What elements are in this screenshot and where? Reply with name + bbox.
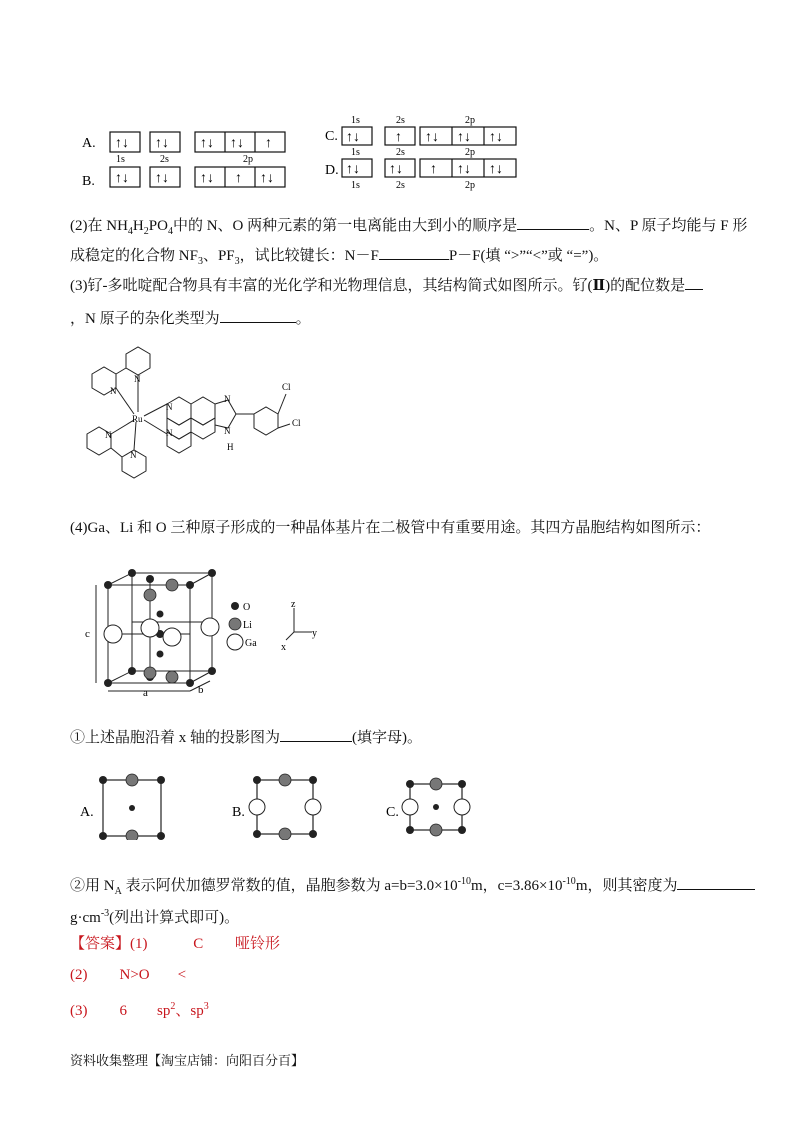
- svg-text:↑↓: ↑↓: [115, 171, 129, 186]
- orbital-label-1s: 1s: [116, 154, 125, 165]
- ruthenium-complex-structure: [72, 342, 332, 492]
- orbital-diagram-options: [80, 112, 530, 197]
- orbital-label-1s-c: 1s: [351, 115, 360, 126]
- projection-options: [80, 770, 480, 840]
- n-label: N: [224, 394, 231, 404]
- orbital-label-1s-mid: 1s: [351, 147, 360, 158]
- answer-row-2: (2) N>O <: [70, 967, 187, 983]
- orbital-label-2p-mid: 2p: [465, 147, 475, 158]
- svg-text:↑↓: ↑↓: [489, 162, 503, 177]
- question-2-line-1: (2)在 $NH_4H_2PO_4$中的 N、O 两种元素的第一电离能由大到小的顺序是 。N、P 原子均能与 F 形: [70, 215, 747, 242]
- svg-text:↑↓: ↑↓: [230, 136, 244, 151]
- axis-y: y: [312, 628, 317, 639]
- answer-blank[interactable]: [685, 275, 703, 290]
- question-2-line-2: 成稳定的化合物 $NF_3$、$PF_3$，试比较键长：N－F P－F(填 “>”“<”或 “=”)。: [70, 245, 608, 272]
- question-4-sub-1: ①上述晶胞沿着 x 轴的投影图为 (填字母)。: [70, 727, 422, 748]
- answer-blank[interactable]: [280, 727, 352, 742]
- svg-text:↑↓: ↑↓: [155, 136, 169, 151]
- question-3-line-2: ，N 原子的杂化类型为 。: [70, 308, 311, 329]
- axis-x: x: [281, 642, 286, 653]
- option-A-label: A.: [80, 805, 94, 820]
- n-label: N: [134, 374, 141, 384]
- svg-text:↑↓: ↑↓: [260, 171, 274, 186]
- orbital-label-2p-c: 2p: [465, 115, 475, 126]
- svg-text:↑↓: ↑↓: [155, 171, 169, 186]
- orbital-label-2s-mid: 2s: [396, 147, 405, 158]
- dim-c-label: c: [85, 628, 90, 640]
- svg-text:↑: ↑: [235, 171, 242, 186]
- answer-blank[interactable]: [220, 308, 296, 323]
- question-4-sub-2: ②用 $N_A$ 表示阿伏加德罗常数的值，晶胞参数为 $a=b=3.0\times 10^{-10}m$，$c=3.86\times 10^{-10}m$，则其密度为: [70, 872, 755, 902]
- n-label: N: [166, 402, 173, 412]
- crystal-cell-diagram: [80, 565, 270, 700]
- svg-text:↑: ↑: [395, 130, 402, 145]
- legend-ga: Ga: [245, 638, 257, 649]
- svg-text:↑: ↑: [265, 136, 272, 151]
- svg-text:↑↓: ↑↓: [115, 136, 129, 151]
- axis-z: z: [291, 599, 296, 610]
- answer-row-1: 【答案】(1) C 哑铃形: [70, 936, 281, 952]
- svg-text:↑↓: ↑↓: [489, 130, 503, 145]
- svg-text:↑↓: ↑↓: [346, 162, 360, 177]
- orbital-label-2s-c: 2s: [396, 115, 405, 126]
- n-label: N: [166, 428, 173, 438]
- dim-a-label: a: [143, 687, 148, 699]
- svg-text:↑↓: ↑↓: [200, 171, 214, 186]
- svg-text:↑↓: ↑↓: [457, 130, 471, 145]
- n-label: N: [110, 386, 117, 396]
- n-label: N: [105, 430, 112, 440]
- svg-text:↑↓: ↑↓: [346, 130, 360, 145]
- orbital-label-2p-d: 2p: [465, 180, 475, 191]
- answer-row-3: (3) 6 $sp^2$、$sp^3$: [70, 1001, 209, 1019]
- option-A-label: A.: [82, 136, 96, 151]
- svg-text:↑: ↑: [430, 162, 437, 177]
- answer-blank[interactable]: [677, 875, 755, 890]
- orbital-label-2s-d: 2s: [396, 180, 405, 191]
- ru-label: Ru: [132, 414, 143, 424]
- option-C-label: C.: [386, 805, 399, 820]
- answer-blank[interactable]: [517, 215, 589, 230]
- answer-blank[interactable]: [379, 245, 449, 260]
- h-label: H: [227, 442, 234, 452]
- svg-text:↑↓: ↑↓: [200, 136, 214, 151]
- legend-li: Li: [243, 620, 252, 631]
- dim-b-label: b: [198, 684, 204, 696]
- orbital-label-1s-d: 1s: [351, 180, 360, 191]
- option-D-label: D.: [325, 163, 339, 178]
- n-label: N: [130, 450, 137, 460]
- svg-text:↑↓: ↑↓: [389, 162, 403, 177]
- cl-label: Cl: [282, 382, 291, 392]
- orbital-label-2p: 2p: [243, 154, 253, 165]
- option-C-label: C.: [325, 129, 338, 144]
- svg-text:↑↓: ↑↓: [425, 130, 439, 145]
- footer-text: 资料收集整理【淘宝店铺：向阳百分百】: [70, 1053, 305, 1068]
- option-B-label: B.: [232, 805, 245, 820]
- question-4-unit-line: $g\cdot cm^{-3}$(列出计算式即可)。: [70, 908, 240, 926]
- cl-label: Cl: [292, 418, 301, 428]
- legend-o: O: [243, 602, 251, 613]
- axes-diagram: [280, 598, 320, 653]
- svg-text:↑↓: ↑↓: [457, 162, 471, 177]
- question-3-line-1: (3)钌-多吡啶配合物具有丰富的光化学和光物理信息，其结构简式如图所示。钌(Ⅱ)的配位数是: [70, 275, 703, 296]
- option-B-label: B.: [82, 174, 95, 189]
- orbital-label-2s: 2s: [160, 154, 169, 165]
- question-4-line-1: (4)Ga、Li 和 O 三种原子形成的一种晶体基片在二极管中有重要用途。其四方晶胞结构如图所示：: [70, 520, 711, 536]
- n-label: N: [224, 426, 231, 436]
